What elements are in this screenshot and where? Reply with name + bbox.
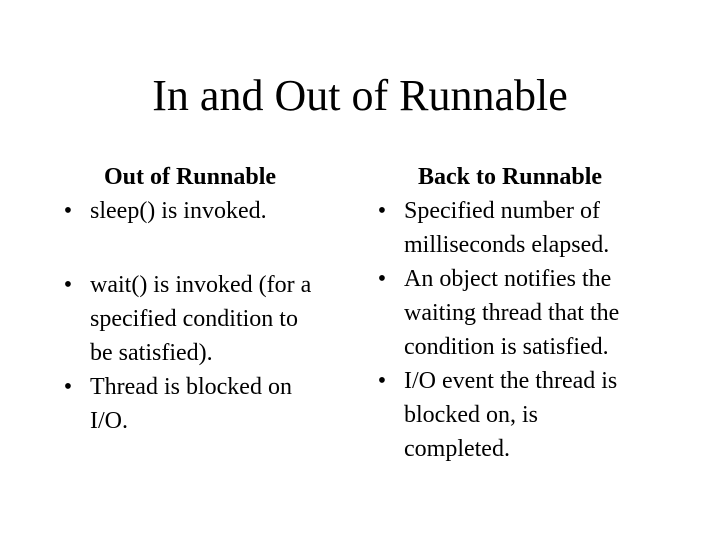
list-item-text: sleep() is invoked.	[90, 198, 267, 224]
back-to-runnable-column	[372, 160, 692, 466]
bullet: •	[377, 266, 387, 292]
list-item-text: milliseconds elapsed.	[404, 232, 610, 258]
list-item-text: wait() is invoked (for a	[90, 272, 312, 298]
list-item	[372, 194, 692, 262]
list-item-text: be satisfied).	[90, 340, 213, 366]
out-of-runnable-list	[58, 194, 370, 438]
out-of-runnable-heading: Out of Runnable	[103, 164, 277, 190]
list-item-text: waiting thread that the	[404, 300, 620, 326]
bullet: •	[63, 272, 73, 298]
list-item	[372, 262, 692, 364]
bullet: •	[63, 198, 73, 224]
bullet: •	[377, 198, 387, 224]
back-to-runnable-heading: Back to Runnable	[417, 164, 603, 190]
list-item	[372, 364, 692, 466]
list-item-text: completed.	[404, 436, 510, 462]
list-item-text: Thread is blocked on	[90, 374, 292, 400]
back-to-runnable-list	[372, 194, 692, 466]
slide-title: In and Out of Runnable	[152, 71, 568, 120]
list-item	[58, 268, 370, 370]
bullet: •	[377, 368, 387, 394]
list-item-text: I/O.	[90, 408, 128, 434]
out-of-runnable-column	[58, 160, 370, 438]
list-item-text: I/O event the thread is	[404, 368, 618, 394]
list-item	[58, 370, 370, 438]
list-item	[58, 194, 370, 228]
list-item-text: condition is satisfied.	[404, 334, 609, 360]
list-item-text: An object notifies the	[404, 266, 612, 292]
list-item-text: Specified number of	[404, 198, 600, 224]
list-item-text: specified condition to	[90, 306, 298, 332]
list-item-text: blocked on, is	[404, 402, 538, 428]
bullet: •	[63, 374, 73, 400]
